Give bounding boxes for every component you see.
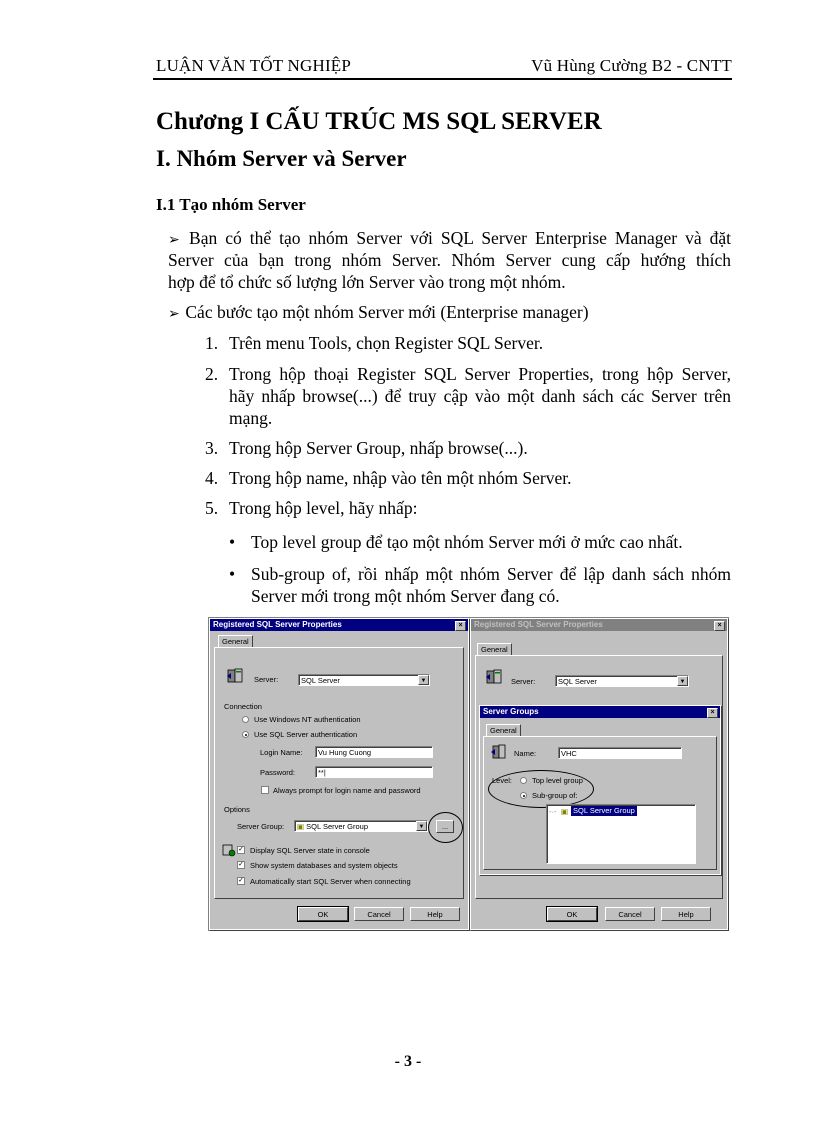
dialog-title: Registered SQL Server Properties	[474, 620, 603, 629]
server-group-select[interactable]	[294, 820, 428, 832]
server-select[interactable]	[298, 674, 430, 686]
steps-intro-text: Các bước tạo một nhóm Server mới (Enterprise manager)	[185, 302, 589, 322]
step-2-line-3: mạng.	[229, 408, 273, 428]
help-button[interactable]: Help	[410, 907, 460, 921]
login-input[interactable]: Vu Hung Cuong	[315, 746, 433, 758]
server-group-label: Server Group:	[237, 822, 285, 831]
show-system-label: Show system databases and system objects	[250, 861, 398, 870]
server-label: Server:	[254, 675, 279, 684]
close-icon[interactable]: ×	[707, 708, 718, 718]
cancel-button[interactable]: Cancel	[354, 907, 404, 921]
step-5	[205, 497, 417, 520]
bullet-text: Sub-group of, rồi nhấp một nhóm Server để lập danh sách nhóm	[251, 564, 731, 584]
header-rule	[153, 78, 732, 80]
name-input[interactable]: VHC	[558, 747, 682, 759]
bullet-dot-icon: •	[229, 564, 236, 584]
screenshot-figure	[208, 617, 729, 931]
step-text: Trong hộp Server Group, nhấp browse(...).	[229, 438, 528, 458]
step-number: 1.	[205, 333, 219, 353]
radio-sql-label: Use SQL Server authentication	[254, 730, 358, 739]
server-state-icon	[222, 843, 236, 857]
arrow-bullet-icon: ➢	[168, 307, 180, 322]
auto-start-label: Automatically start SQL Server when connecting	[250, 877, 411, 886]
step-number: 2.	[205, 364, 219, 384]
auto-start-checkbox[interactable]: ✓	[238, 877, 244, 884]
highlight-ellipse	[488, 770, 594, 808]
chapter-title: Chương I CẤU TRÚC MS SQL SERVER	[156, 108, 602, 135]
step-text: Trong hộp level, hãy nhấp:	[229, 498, 418, 518]
always-prompt-label: Always prompt for login name and password	[273, 786, 421, 795]
dialog-title: Server Groups	[483, 707, 539, 716]
show-system-checkbox[interactable]: ✓	[238, 861, 244, 868]
tab-general[interactable]: General	[218, 635, 253, 647]
password-input[interactable]: **|	[315, 766, 433, 778]
ok-button[interactable]: OK	[547, 907, 597, 921]
cancel-button[interactable]: Cancel	[605, 907, 655, 921]
step-number: 4.	[205, 468, 219, 488]
server-group-tree[interactable]	[546, 804, 696, 864]
chevron-down-icon[interactable]: ▼	[677, 676, 688, 686]
radio-top-level-label: Top level group	[532, 776, 583, 785]
dialog-title: Registered SQL Server Properties	[213, 620, 342, 629]
folder-icon: ▣	[561, 807, 569, 816]
bullet-text: Top level group để tạo một nhóm Server mới ở mức cao nhất.	[251, 532, 683, 552]
step-2-line-1	[205, 363, 731, 386]
tree-branch-icon: -·-	[549, 807, 557, 816]
step-text: Trong hộp name, nhập vào tên một nhóm Server.	[229, 468, 572, 488]
intro-line-2: Server của bạn trong nhóm Server. Nhóm Server cung cấp hướng thích	[168, 250, 731, 270]
step-text: Trong hộp thoại Register SQL Server Properties, trong hộp Server,	[229, 364, 731, 384]
step-4	[205, 467, 572, 490]
server-groups-dialog	[479, 705, 721, 875]
always-prompt-checkbox[interactable]	[261, 786, 269, 794]
chevron-down-icon[interactable]: ▼	[418, 675, 429, 685]
dialog-titlebar	[471, 619, 727, 631]
step-2-line-2: hãy nhấp browse(...) để truy cập vào một danh sách các Server trên	[229, 386, 731, 406]
name-label: Name:	[514, 749, 537, 758]
server-select-value: SQL Server	[558, 677, 597, 686]
bullet-2-line-1	[229, 563, 731, 586]
subsection-title: I.1 Tạo nhóm Server	[156, 195, 306, 214]
dialog-titlebar	[210, 619, 468, 631]
folder-icon: ▣	[297, 822, 307, 831]
highlight-ellipse	[428, 812, 463, 843]
server-group-value: SQL Server Group	[306, 822, 369, 831]
page-number: - 3 -	[394, 1053, 422, 1070]
intro-line-3: hợp để tổ chức số lượng lớn Server vào trong một nhóm.	[168, 272, 566, 292]
header-right: Vũ Hùng Cường B2 - CNTT	[531, 56, 732, 75]
tab-general[interactable]: General	[477, 643, 512, 655]
server-select[interactable]	[555, 675, 689, 687]
steps-intro	[168, 301, 589, 327]
login-label: Login Name:	[260, 748, 303, 757]
ok-button[interactable]: OK	[298, 907, 348, 921]
options-label: Options	[224, 805, 250, 814]
radio-windows-label: Use Windows NT authentication	[254, 715, 361, 724]
server-label: Server:	[511, 677, 536, 686]
radio-windows-auth[interactable]	[242, 716, 249, 723]
tree-item-selected[interactable]: SQL Server Group	[573, 806, 635, 815]
bullet-2-line-2: Server mới trong một nhóm Server đang có.	[251, 586, 560, 606]
connection-label: Connection	[224, 702, 262, 711]
server-icon	[226, 668, 246, 684]
step-number: 3.	[205, 438, 219, 458]
registered-server-dialog-right	[470, 618, 728, 930]
server-icon	[485, 669, 505, 685]
level-label: Level:	[492, 776, 513, 785]
header-left: LUẬN VĂN TỐT NGHIỆP	[156, 56, 352, 75]
registered-server-dialog-left	[209, 618, 469, 930]
dialog-titlebar	[480, 706, 720, 718]
bullet-1	[229, 531, 683, 554]
browse-server-group-button[interactable]: ...	[436, 820, 454, 833]
tab-general[interactable]: General	[486, 724, 521, 736]
step-1	[205, 332, 543, 355]
intro-text-1: Bạn có thể tạo nhóm Server với SQL Server Enterprise Manager và đặt	[189, 228, 732, 248]
bullet-dot-icon: •	[229, 532, 236, 552]
close-icon[interactable]: ×	[714, 621, 725, 631]
display-state-label: Display SQL Server state in console	[250, 846, 370, 855]
server-group-icon	[490, 744, 510, 760]
step-text: Trên menu Tools, chọn Register SQL Server.	[229, 333, 544, 353]
arrow-bullet-icon: ➢	[168, 233, 180, 248]
server-select-value: SQL Server	[301, 676, 340, 685]
section-title: I. Nhóm Server và Server	[156, 146, 407, 171]
close-icon[interactable]: ×	[455, 621, 466, 631]
password-label: Password:	[260, 768, 296, 777]
radio-sql-auth[interactable]	[242, 731, 249, 738]
step-number: 5.	[205, 498, 219, 518]
help-button[interactable]: Help	[661, 907, 711, 921]
chevron-down-icon[interactable]: ▼	[416, 821, 427, 831]
display-state-checkbox[interactable]: ✓	[238, 846, 244, 853]
step-3	[205, 437, 528, 460]
radio-sub-group-label: Sub-group of:	[532, 791, 578, 800]
